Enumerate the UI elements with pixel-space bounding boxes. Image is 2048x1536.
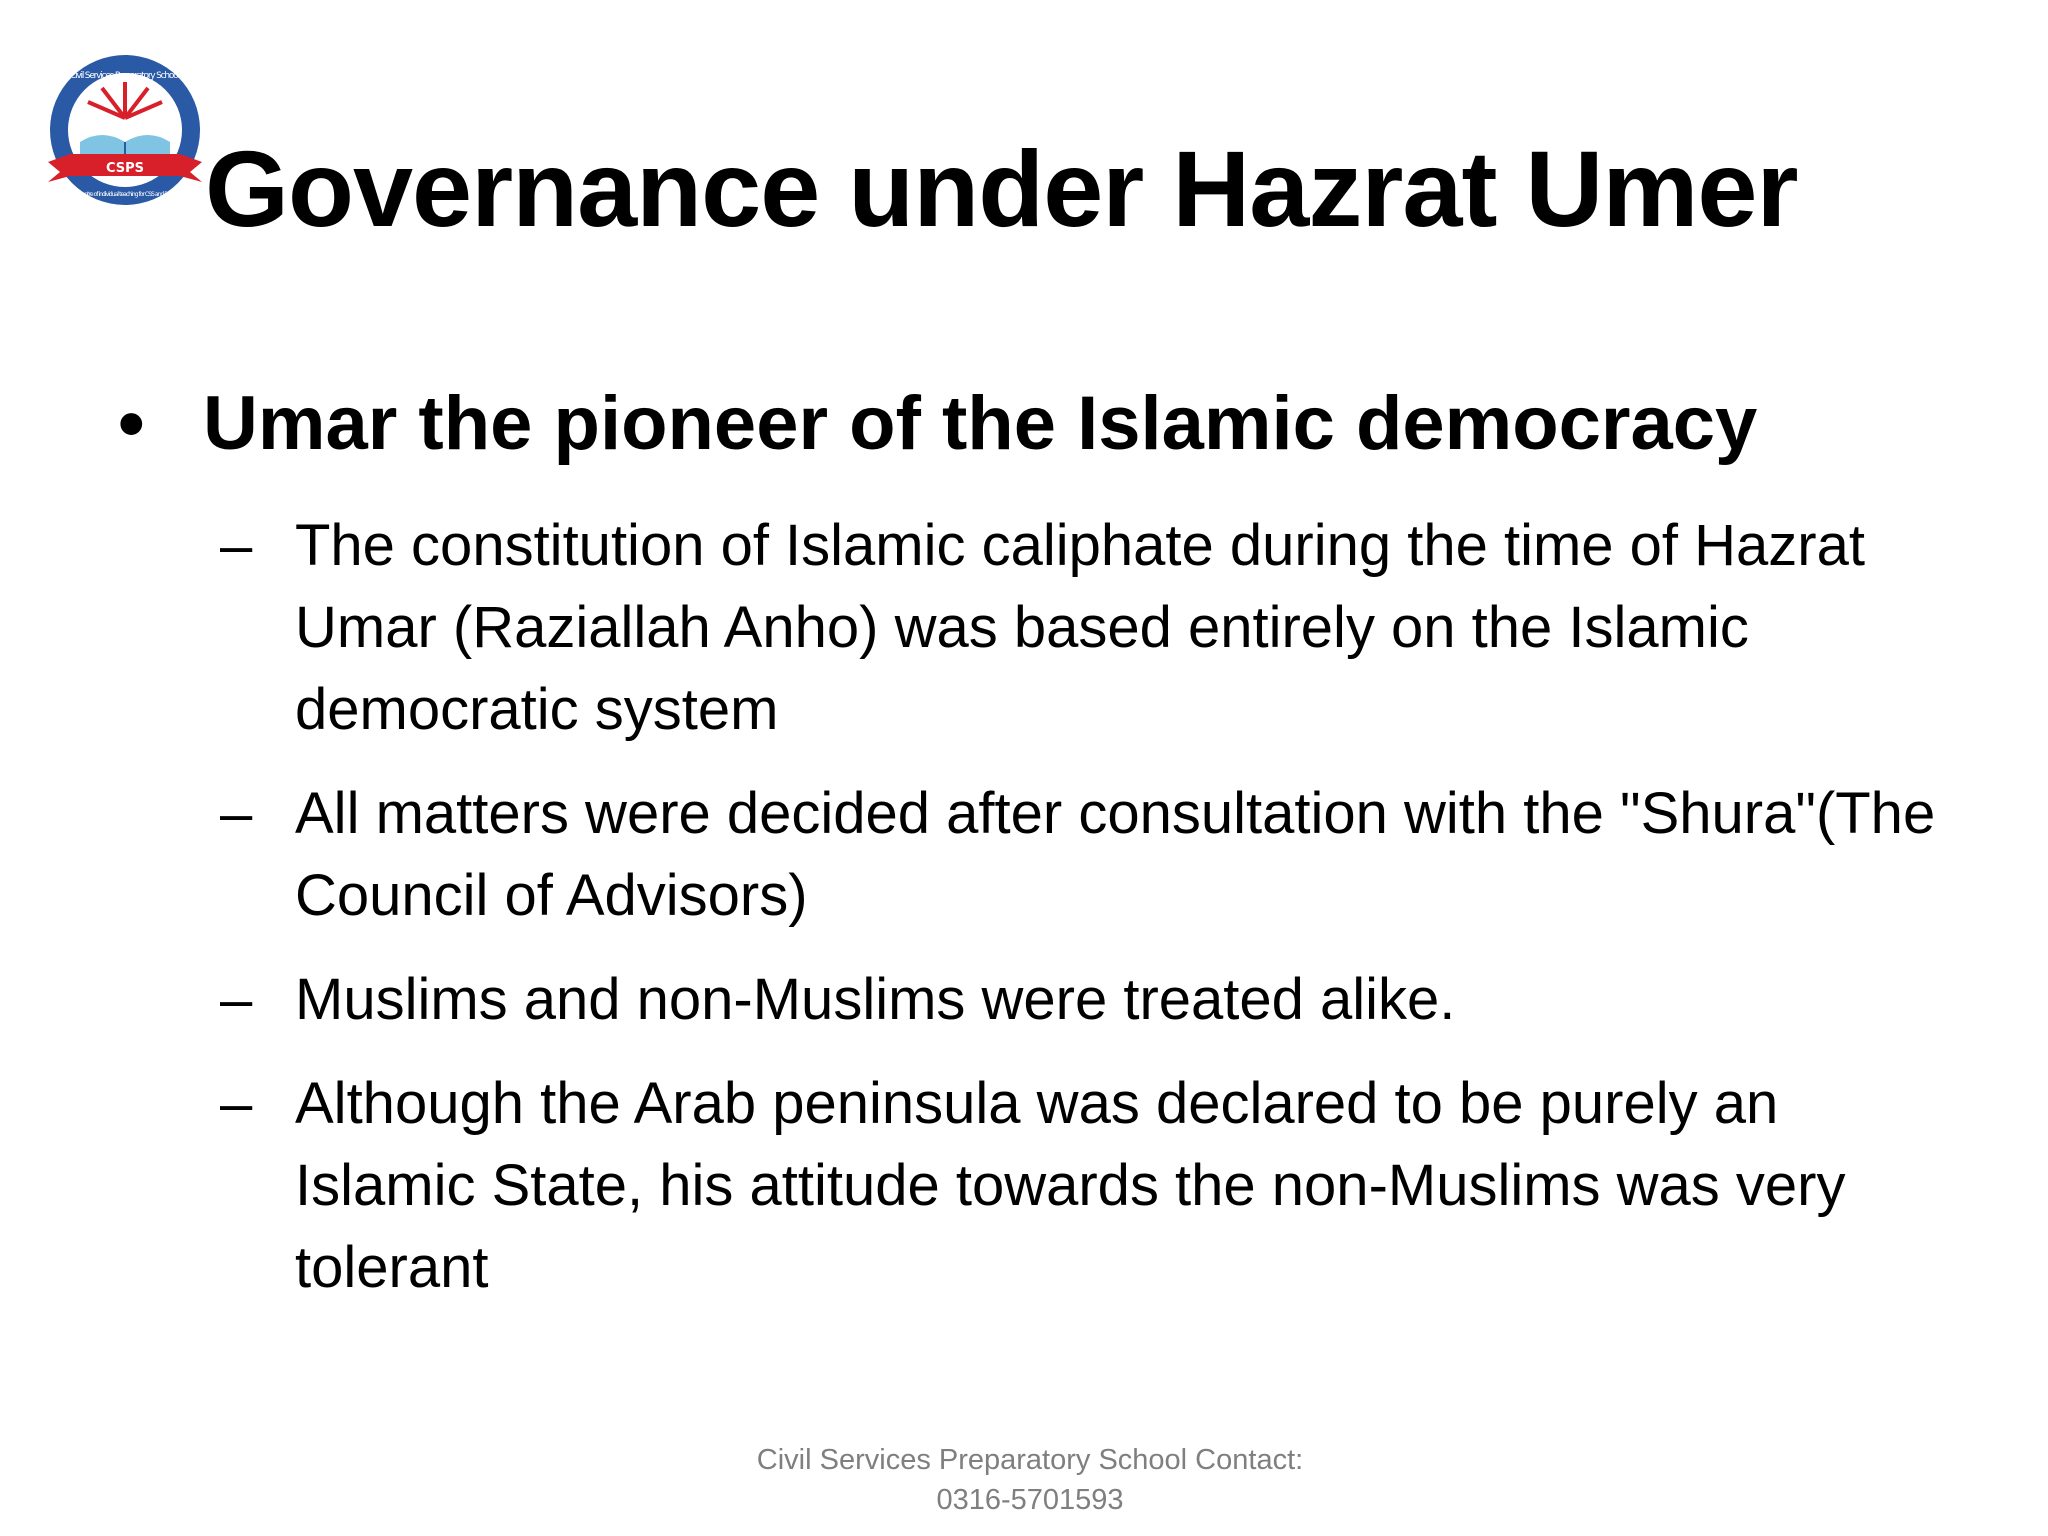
sub-bullet bbox=[220, 959, 1940, 1041]
svg-text:Civil Services Preparatory Sch: Civil Services Preparatory School bbox=[70, 71, 180, 81]
dash-marker: – bbox=[220, 781, 253, 846]
footer-line-1: Civil Services Preparatory School Contact: bbox=[756, 1444, 1304, 1476]
school-logo-icon bbox=[40, 50, 210, 220]
sub-bullet-text: The constitution of Islamic caliphate during the time of Hazrat Umar (Raziallah Anho) was based entirely on the Islamic democratic system bbox=[295, 513, 1865, 742]
sub-bullet bbox=[220, 1063, 1940, 1309]
sub-bullet-text: Muslims and non-Muslims were treated alike. bbox=[295, 967, 1456, 1032]
footer-contact bbox=[700, 1440, 1360, 1520]
svg-text:A centre of individual teachin: A centre of individual teaching for CSS and PMS bbox=[75, 191, 176, 198]
sub-bullet bbox=[220, 505, 1940, 751]
bullet-marker: • bbox=[118, 381, 145, 466]
main-bullet-text: Umar the pioneer of the Islamic democracy bbox=[203, 381, 1758, 466]
sub-bullet-text: All matters were decided after consultation with the "Shura"(The Council of Advisors) bbox=[295, 781, 1936, 928]
dash-marker: – bbox=[220, 1071, 253, 1136]
slide-title: Governance under Hazrat Umer bbox=[205, 128, 1798, 249]
school-logo bbox=[40, 50, 210, 220]
sub-bullet-list bbox=[220, 505, 1940, 1331]
sub-bullet bbox=[220, 773, 1940, 937]
dash-marker: – bbox=[220, 967, 253, 1032]
main-bullet bbox=[118, 380, 1998, 467]
dash-marker: – bbox=[220, 513, 253, 578]
sub-bullet-text: Although the Arab peninsula was declared to be purely an Islamic State, his attitude towards the non-Muslims was very tolerant bbox=[295, 1071, 1846, 1300]
svg-text:CSPS: CSPS bbox=[105, 161, 145, 176]
footer-line-2: 0316-5701593 bbox=[936, 1484, 1124, 1516]
